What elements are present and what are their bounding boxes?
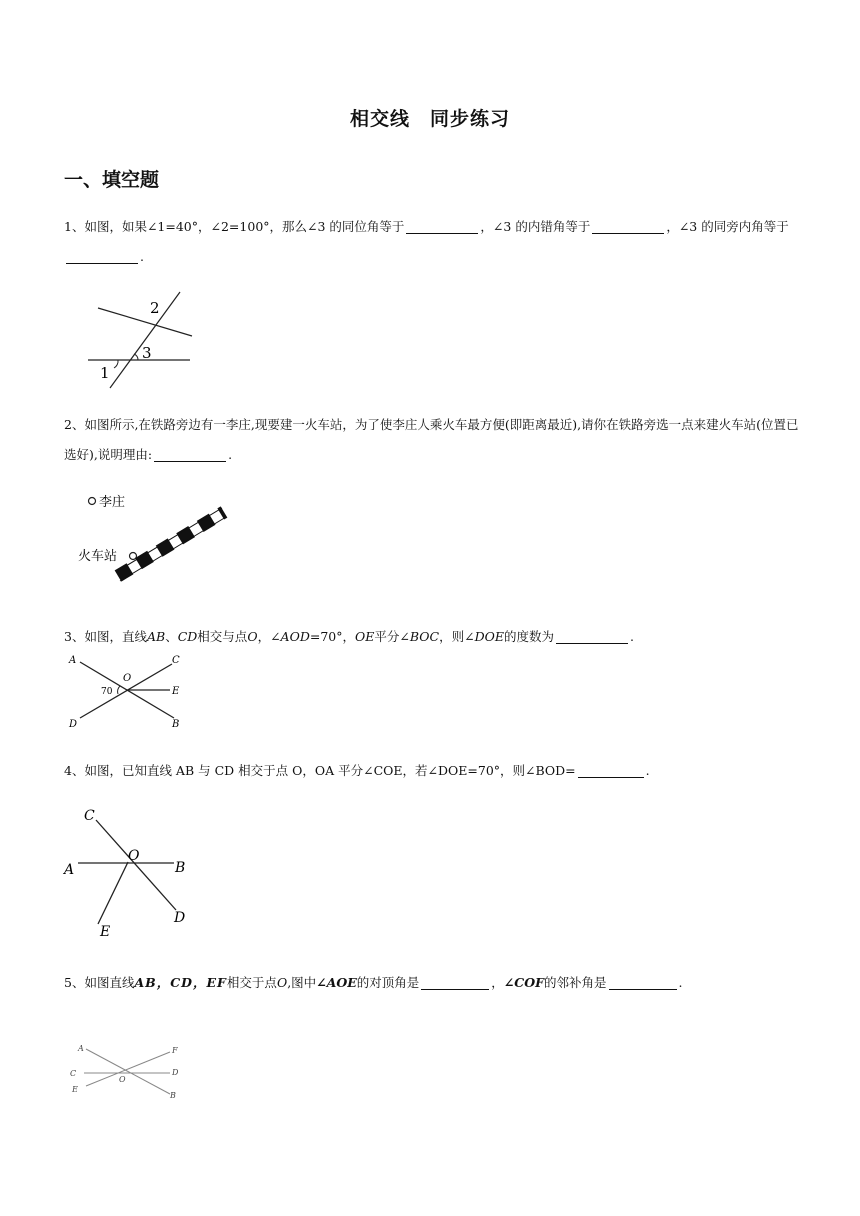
- q5-label-F: F: [172, 1046, 178, 1055]
- q1-figure: [80, 288, 200, 392]
- q5-text-c: ,图中: [287, 975, 317, 990]
- q5-label-C: C: [70, 1069, 77, 1078]
- q4-label-C: C: [84, 808, 95, 824]
- q3-aod: AOD: [280, 629, 310, 644]
- q3-text-a: 3、如图，直线: [64, 629, 147, 644]
- q3-ab: AB: [146, 629, 166, 644]
- q5-label-A: A: [78, 1044, 84, 1053]
- q1-label-3: 3: [142, 344, 152, 362]
- railway: [116, 508, 226, 581]
- question-5: [64, 968, 804, 998]
- q3-figure: [64, 652, 194, 730]
- q1-blank-1: [406, 219, 478, 234]
- village-label: 李庄: [99, 495, 126, 510]
- q3-label-C: C: [172, 655, 180, 666]
- question-2: [64, 410, 800, 470]
- q5-label-E: E: [72, 1085, 78, 1094]
- q3-boc: BOC: [409, 629, 440, 644]
- section-heading: 一、填空题: [64, 169, 160, 191]
- q4-label-B: B: [175, 860, 186, 876]
- q1-text-a: 1、如图，如果∠1=40°，∠2=100°，那么∠3 的同位角等于: [64, 219, 405, 234]
- q3-text-g: 的度数为: [503, 629, 554, 644]
- q2-text-a: 2、如图所示,在铁路旁边有一李庄,现要建一火车站，为了使李庄人乘火车最方便(即距离最近),请你在铁路旁选一点来建火车站(位置已选好),说明理由:: [64, 417, 799, 462]
- q1-label-1: 1: [100, 364, 110, 382]
- q3-text-f: ，则∠: [439, 629, 475, 644]
- q3-sep: 、: [165, 629, 178, 644]
- q3-text-d: =70°，: [309, 629, 355, 644]
- q1-text-d: .: [140, 249, 144, 264]
- q3-label-O: O: [123, 673, 132, 684]
- q3-text-c: ，∠: [257, 629, 281, 644]
- q2-text-b: .: [228, 447, 233, 462]
- q4-label-O: O: [128, 848, 140, 864]
- q3-doe: DOE: [474, 629, 504, 644]
- q4-text-b: .: [645, 763, 650, 778]
- question-3: [64, 622, 800, 652]
- village-marker: [89, 498, 96, 505]
- q2-blank-1: [154, 447, 226, 462]
- q5-text-d: 的对顶角是: [356, 975, 420, 990]
- q4-blank-1: [578, 763, 644, 778]
- q1-blank-2: [592, 219, 664, 234]
- q5-text-a: 5、如图直线: [64, 975, 135, 990]
- q3-label-E: E: [172, 686, 180, 697]
- q4-label-D: D: [174, 910, 186, 926]
- q3-label-B: B: [172, 719, 180, 730]
- q1-blank-3: [66, 249, 138, 264]
- q3-cd: CD: [177, 629, 198, 644]
- q5-blank-2: [609, 975, 677, 990]
- q4-figure: [62, 802, 192, 940]
- q5-text-e: ，: [491, 975, 504, 990]
- q2-figure: [74, 488, 234, 588]
- q3-blank-1: [556, 629, 628, 644]
- q3-text-e: 平分∠: [374, 629, 410, 644]
- q1-text-c: ，∠3 的同旁内角等于: [666, 219, 789, 234]
- q5-label-D: D: [172, 1068, 179, 1077]
- q1-label-2: 2: [150, 299, 160, 317]
- q4-label-E: E: [100, 924, 111, 940]
- q3-label-D: D: [69, 719, 78, 730]
- q3-oe: OE: [354, 629, 375, 644]
- q5-blank-1: [421, 975, 489, 990]
- q5-label-B: B: [170, 1091, 176, 1100]
- q4-label-A: A: [64, 862, 75, 878]
- q5-cof: ∠COF: [503, 975, 544, 990]
- q5-text-f: 的邻补角是: [543, 975, 607, 990]
- q3-angle-label: 70: [101, 687, 113, 697]
- q5-text-b: 相交于点: [226, 975, 277, 990]
- q5-text-g: .: [678, 975, 683, 990]
- q5-label-O: O: [119, 1075, 126, 1084]
- question-4: [64, 756, 800, 786]
- q3-o: O: [247, 629, 258, 644]
- page-title: 相交线 同步练习: [349, 108, 510, 130]
- q5-figure: [66, 1040, 190, 1104]
- q4-text-a: 4、如图，已知直线 AB 与 CD 相交于点 O，OA 平分∠COE，若∠DOE=70°，则∠BOD=: [64, 763, 576, 778]
- q5-aoe: ∠AOE: [316, 975, 357, 990]
- station-label: 火车站: [78, 549, 118, 564]
- question-1: [64, 212, 800, 272]
- q5-lines: AB，CD，EF: [134, 975, 227, 990]
- q3-text-b: 相交与点: [197, 629, 248, 644]
- q1-text-b: ，∠3 的内错角等于: [480, 219, 591, 234]
- q3-text-h: .: [629, 629, 634, 644]
- q3-label-A: A: [69, 655, 77, 666]
- q5-o: O: [276, 975, 288, 990]
